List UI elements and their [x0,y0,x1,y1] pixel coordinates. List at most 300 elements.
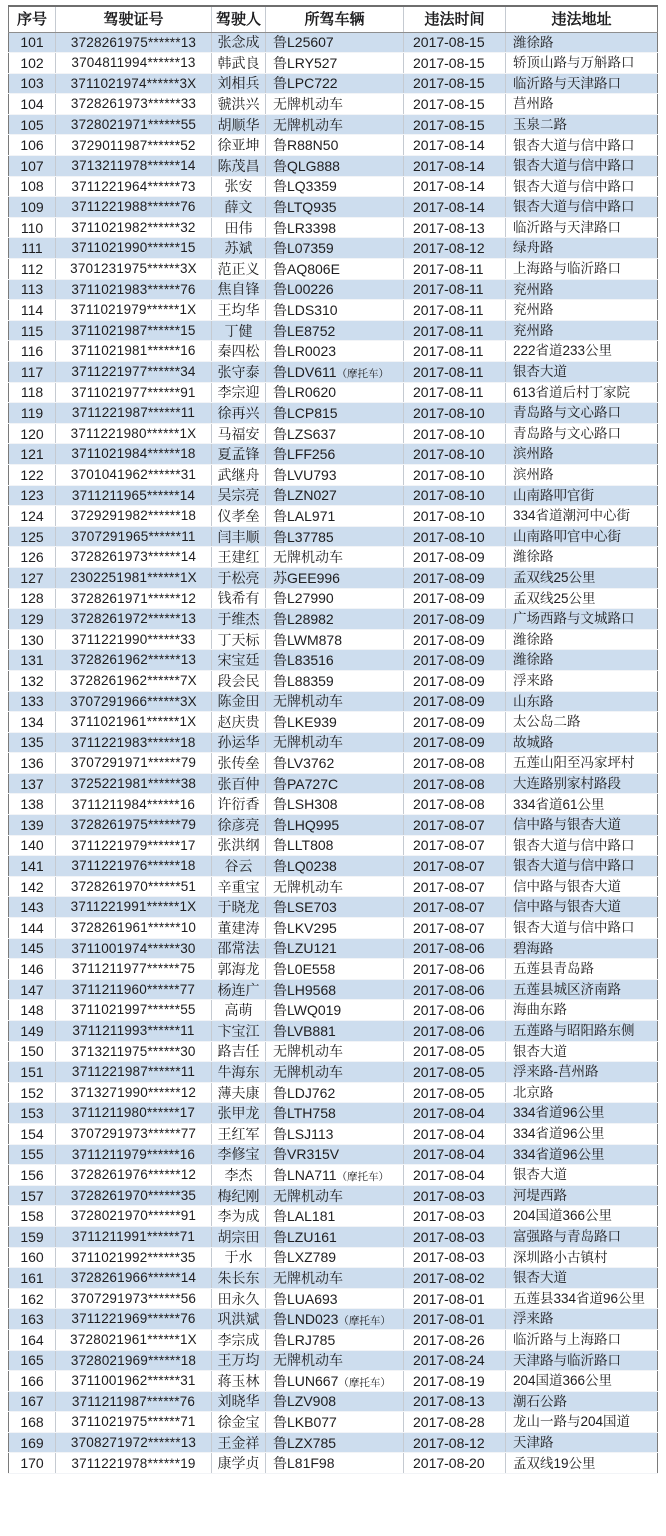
cell-date: 2017-08-11 [404,382,506,403]
table-row [9,279,658,300]
cell-index: 136 [9,753,56,774]
cell-index: 113 [9,279,56,300]
cell-driver: 朱长东 [212,1268,266,1289]
cell-address: 临沂路与天津路口 [506,73,658,94]
cell-vehicle: 鲁LXZ789 [266,1247,404,1268]
cell-vehicle: 鲁LQ0238 [266,856,404,877]
header-license: 驾驶证号 [56,6,212,32]
cell-address: 334省道96公里 [506,1103,658,1124]
cell-license: 3728021970******91 [56,1206,212,1227]
cell-license: 3707291973******56 [56,1288,212,1309]
cell-index: 114 [9,300,56,321]
cell-date: 2017-08-08 [404,794,506,815]
cell-driver: 徐再兴 [212,403,266,424]
table-row [9,835,658,856]
cell-address: 信中路与银杏大道 [506,815,658,836]
table-row [9,135,658,156]
cell-vehicle: 鲁L37785 [266,526,404,547]
cell-date: 2017-08-03 [404,1206,506,1227]
cell-driver: 李杰 [212,1165,266,1186]
cell-date: 2017-08-15 [404,53,506,74]
cell-index: 121 [9,444,56,465]
cell-license: 3701041962******31 [56,464,212,485]
cell-date: 2017-08-11 [404,279,506,300]
table-row [9,1350,658,1371]
cell-license: 3711221977******34 [56,362,212,383]
cell-driver: 陈茂昌 [212,156,266,177]
cell-index: 161 [9,1268,56,1289]
cell-date: 2017-08-07 [404,835,506,856]
cell-license: 3707291973******77 [56,1123,212,1144]
cell-address: 龙山一路与204国道 [506,1412,658,1433]
cell-index: 108 [9,176,56,197]
cell-index: 153 [9,1103,56,1124]
cell-vehicle: 鲁LSJ113 [266,1123,404,1144]
cell-driver: 王均华 [212,300,266,321]
cell-driver: 李为成 [212,1206,266,1227]
cell-vehicle: 鲁LR3398 [266,217,404,238]
cell-index: 144 [9,918,56,939]
cell-date: 2017-08-06 [404,959,506,980]
cell-address: 204国道366公里 [506,1206,658,1227]
cell-vehicle: 鲁LRY527 [266,53,404,74]
cell-date: 2017-08-10 [404,526,506,547]
cell-address: 莒州路 [506,94,658,115]
cell-license: 3711021981******16 [56,341,212,362]
cell-driver: 田永久 [212,1288,266,1309]
cell-index: 117 [9,362,56,383]
table-row [9,1432,658,1453]
cell-vehicle: 无牌机动车 [266,1185,404,1206]
cell-driver: 吴宗亮 [212,485,266,506]
cell-address: 山东路 [506,691,658,712]
cell-index: 167 [9,1391,56,1412]
cell-address: 海曲东路 [506,1000,658,1021]
cell-index: 127 [9,567,56,588]
cell-date: 2017-08-09 [404,609,506,630]
cell-vehicle: 鲁LDS310 [266,300,404,321]
cell-license: 3711211984******16 [56,794,212,815]
table-row [9,1103,658,1124]
table-row [9,1041,658,1062]
table-row [9,815,658,836]
cell-address: 五莲县青岛路 [506,959,658,980]
cell-index: 138 [9,794,56,815]
table-row [9,114,658,135]
cell-address: 深圳路小古镇村 [506,1247,658,1268]
cell-address: 银杏大道与信中路口 [506,156,658,177]
cell-license: 3711211960******77 [56,979,212,1000]
cell-vehicle: 鲁LNA711（摩托车） [266,1165,404,1186]
cell-license: 3711221991******1X [56,897,212,918]
cell-vehicle: 鲁VR315V [266,1144,404,1165]
cell-date: 2017-08-12 [404,1432,506,1453]
cell-driver: 张守泰 [212,362,266,383]
cell-address: 广场西路与文城路口 [506,609,658,630]
cell-address: 银杏大道 [506,1268,658,1289]
cell-vehicle: 鲁LAL971 [266,506,404,527]
table-row [9,156,658,177]
cell-date: 2017-08-14 [404,156,506,177]
cell-address: 兖州路 [506,300,658,321]
cell-address: 潍徐路 [506,650,658,671]
cell-date: 2017-08-09 [404,567,506,588]
cell-vehicle: 鲁LUN667（摩托车） [266,1371,404,1392]
cell-index: 140 [9,835,56,856]
cell-vehicle: 鲁LE8752 [266,320,404,341]
cell-address: 兖州路 [506,320,658,341]
cell-address: 浮来路 [506,1309,658,1330]
cell-vehicle: 鲁LSH308 [266,794,404,815]
cell-address: 204国道366公里 [506,1371,658,1392]
cell-date: 2017-08-15 [404,114,506,135]
cell-date: 2017-08-13 [404,1391,506,1412]
cell-index: 165 [9,1350,56,1371]
cell-index: 139 [9,815,56,836]
cell-vehicle: 鲁LV3762 [266,753,404,774]
header-index: 序号 [9,6,56,32]
cell-address: 天津路与临沂路口 [506,1350,658,1371]
cell-license: 3728261975******13 [56,32,212,53]
cell-license: 3711021982******32 [56,217,212,238]
cell-license: 3711211965******14 [56,485,212,506]
cell-index: 133 [9,691,56,712]
cell-license: 3728261962******13 [56,650,212,671]
cell-date: 2017-08-11 [404,300,506,321]
cell-driver: 张百仲 [212,773,266,794]
table-row [9,691,658,712]
cell-vehicle: 鲁LZS637 [266,423,404,444]
cell-driver: 徐亚坤 [212,135,266,156]
cell-index: 122 [9,464,56,485]
cell-date: 2017-08-04 [404,1103,506,1124]
header-driver: 驾驶人 [212,6,266,32]
cell-address: 滨州路 [506,464,658,485]
cell-vehicle: 鲁LTH758 [266,1103,404,1124]
cell-vehicle: 鲁LZU121 [266,938,404,959]
cell-vehicle: 鲁L0E558 [266,959,404,980]
header-address: 违法地址 [506,6,658,32]
cell-index: 163 [9,1309,56,1330]
cell-vehicle: 鲁LZN027 [266,485,404,506]
cell-index: 111 [9,238,56,259]
cell-driver: 路吉任 [212,1041,266,1062]
cell-driver: 段会民 [212,670,266,691]
cell-address: 富强路与青岛路口 [506,1226,658,1247]
cell-vehicle: 鲁LKB077 [266,1412,404,1433]
cell-vehicle: 鲁L27990 [266,588,404,609]
cell-address: 碧海路 [506,938,658,959]
cell-driver: 董建涛 [212,918,266,939]
cell-vehicle: 鲁LCP815 [266,403,404,424]
table-row [9,1309,658,1330]
cell-date: 2017-08-14 [404,135,506,156]
cell-date: 2017-08-11 [404,259,506,280]
cell-vehicle: 鲁LFF256 [266,444,404,465]
cell-date: 2017-08-07 [404,918,506,939]
cell-license: 3711221983******18 [56,732,212,753]
cell-vehicle: 无牌机动车 [266,691,404,712]
cell-index: 150 [9,1041,56,1062]
cell-address: 银杏大道 [506,1165,658,1186]
cell-address: 银杏大道与信中路口 [506,135,658,156]
cell-index: 166 [9,1371,56,1392]
cell-index: 104 [9,94,56,115]
table-row [9,1206,658,1227]
cell-index: 119 [9,403,56,424]
cell-index: 126 [9,547,56,568]
cell-license: 3711211977******75 [56,959,212,980]
cell-license: 3711021979******1X [56,300,212,321]
cell-vehicle: 鲁LVB881 [266,1021,404,1042]
cell-license: 3728261972******13 [56,609,212,630]
cell-index: 146 [9,959,56,980]
cell-date: 2017-08-09 [404,629,506,650]
cell-address: 河堤西路 [506,1185,658,1206]
cell-index: 169 [9,1432,56,1453]
cell-driver: 范正义 [212,259,266,280]
cell-index: 158 [9,1206,56,1227]
cell-index: 151 [9,1062,56,1083]
cell-license: 3711221976******18 [56,856,212,877]
cell-license: 3728021971******55 [56,114,212,135]
cell-driver: 张念成 [212,32,266,53]
cell-vehicle: 苏GEE996 [266,567,404,588]
cell-address: 孟双线25公里 [506,588,658,609]
table-row [9,197,658,218]
cell-index: 132 [9,670,56,691]
cell-address: 兖州路 [506,279,658,300]
cell-index: 154 [9,1123,56,1144]
table-row [9,1453,658,1474]
table-row [9,259,658,280]
cell-driver: 辛重宝 [212,876,266,897]
cell-date: 2017-08-14 [404,176,506,197]
cell-license: 3711021975******71 [56,1412,212,1433]
cell-vehicle: 鲁PA727C [266,773,404,794]
cell-driver: 武继舟 [212,464,266,485]
table-row [9,1123,658,1144]
cell-vehicle: 鲁LWQ019 [266,1000,404,1021]
table-row [9,650,658,671]
cell-address: 潮石公路 [506,1391,658,1412]
table-row [9,1268,658,1289]
cell-driver: 苏斌 [212,238,266,259]
cell-address: 334省道96公里 [506,1144,658,1165]
cell-date: 2017-08-01 [404,1288,506,1309]
cell-driver: 谷云 [212,856,266,877]
cell-date: 2017-08-11 [404,341,506,362]
cell-license: 3728261970******51 [56,876,212,897]
table-row [9,547,658,568]
cell-driver: 张甲龙 [212,1103,266,1124]
cell-vehicle: 鲁LWM878 [266,629,404,650]
cell-license: 3729011987******52 [56,135,212,156]
cell-driver: 韩武良 [212,53,266,74]
cell-driver: 薄夫康 [212,1082,266,1103]
cell-license: 3728261970******35 [56,1185,212,1206]
cell-license: 3713271990******12 [56,1082,212,1103]
cell-address: 五莲县城区济南路 [506,979,658,1000]
cell-driver: 田伟 [212,217,266,238]
cell-date: 2017-08-20 [404,1453,506,1474]
cell-license: 2302251981******1X [56,567,212,588]
cell-date: 2017-08-03 [404,1226,506,1247]
cell-license: 3711221979******17 [56,835,212,856]
cell-driver: 刘晓华 [212,1391,266,1412]
cell-vehicle: 鲁LZV908 [266,1391,404,1412]
cell-date: 2017-08-05 [404,1062,506,1083]
table-row [9,485,658,506]
cell-license: 3707291971******79 [56,753,212,774]
cell-driver: 刘相兵 [212,73,266,94]
cell-license: 3711021992******35 [56,1247,212,1268]
table-row [9,176,658,197]
table-row [9,856,658,877]
cell-date: 2017-08-05 [404,1041,506,1062]
cell-index: 103 [9,73,56,94]
cell-vehicle: 无牌机动车 [266,732,404,753]
cell-date: 2017-08-09 [404,588,506,609]
cell-vehicle: 无牌机动车 [266,114,404,135]
cell-driver: 薛文 [212,197,266,218]
cell-address: 信中路与银杏大道 [506,876,658,897]
cell-date: 2017-08-07 [404,856,506,877]
cell-index: 123 [9,485,56,506]
cell-license: 3711021974******3X [56,73,212,94]
vehicle-type-note: （摩托车） [338,1314,391,1327]
cell-driver: 胡宗田 [212,1226,266,1247]
cell-address: 潍徐路 [506,547,658,568]
cell-license: 3713211975******30 [56,1041,212,1062]
table-row [9,1329,658,1350]
violation-table-body [9,32,658,1474]
cell-index: 143 [9,897,56,918]
cell-date: 2017-08-26 [404,1329,506,1350]
cell-address: 青岛路与文心路口 [506,423,658,444]
table-row [9,938,658,959]
cell-license: 3711001962******31 [56,1371,212,1392]
table-row [9,712,658,733]
cell-driver: 张洪纲 [212,835,266,856]
table-row [9,444,658,465]
table-row [9,567,658,588]
cell-address: 银杏大道与信中路口 [506,197,658,218]
cell-index: 159 [9,1226,56,1247]
cell-index: 160 [9,1247,56,1268]
cell-license: 3728261973******33 [56,94,212,115]
cell-driver: 卞宝江 [212,1021,266,1042]
cell-vehicle: 鲁L00226 [266,279,404,300]
cell-license: 3711021997******55 [56,1000,212,1021]
cell-license: 3707291966******3X [56,691,212,712]
cell-date: 2017-08-06 [404,938,506,959]
cell-vehicle: 鲁L07359 [266,238,404,259]
cell-driver: 康学贞 [212,1453,266,1474]
table-row [9,464,658,485]
cell-date: 2017-08-09 [404,650,506,671]
cell-index: 112 [9,259,56,280]
cell-address: 五莲山阳至冯家坪村 [506,753,658,774]
cell-driver: 王金祥 [212,1432,266,1453]
cell-driver: 于松亮 [212,567,266,588]
cell-index: 101 [9,32,56,53]
table-row [9,1288,658,1309]
cell-driver: 许衍香 [212,794,266,815]
cell-date: 2017-08-07 [404,815,506,836]
table-row [9,382,658,403]
table-row [9,423,658,444]
cell-index: 162 [9,1288,56,1309]
cell-driver: 徐彦亮 [212,815,266,836]
cell-license: 3711221987******11 [56,1062,212,1083]
cell-date: 2017-08-11 [404,320,506,341]
cell-address: 大连路别家村路段 [506,773,658,794]
cell-vehicle: 鲁LZU161 [266,1226,404,1247]
cell-index: 125 [9,526,56,547]
cell-address: 银杏大道与信中路口 [506,856,658,877]
cell-index: 147 [9,979,56,1000]
cell-vehicle: 无牌机动车 [266,94,404,115]
cell-vehicle: 鲁LH9568 [266,979,404,1000]
cell-license: 3711221990******33 [56,629,212,650]
cell-address: 334省道61公里 [506,794,658,815]
cell-license: 3725221981******38 [56,773,212,794]
cell-vehicle: 鲁LDJ762 [266,1082,404,1103]
cell-date: 2017-08-01 [404,1309,506,1330]
cell-vehicle: 鲁L83516 [266,650,404,671]
cell-vehicle: 鲁LSE703 [266,897,404,918]
cell-vehicle: 无牌机动车 [266,876,404,897]
cell-address: 613省道后村丁家院 [506,382,658,403]
cell-address: 潍徐路 [506,629,658,650]
cell-date: 2017-08-19 [404,1371,506,1392]
table-row [9,300,658,321]
cell-address: 银杏大道与信中路口 [506,835,658,856]
cell-address: 青岛路与文心路口 [506,403,658,424]
table-row [9,1021,658,1042]
cell-driver: 丁健 [212,320,266,341]
cell-driver: 张安 [212,176,266,197]
cell-date: 2017-08-10 [404,506,506,527]
cell-address: 银杏大道 [506,1041,658,1062]
cell-vehicle: 鲁L88359 [266,670,404,691]
cell-date: 2017-08-05 [404,1082,506,1103]
cell-vehicle: 鲁LKV295 [266,918,404,939]
cell-address: 天津路 [506,1432,658,1453]
cell-address: 222省道233公里 [506,341,658,362]
table-row [9,403,658,424]
cell-license: 3728261976******12 [56,1165,212,1186]
table-header-row [9,6,658,32]
cell-date: 2017-08-04 [404,1144,506,1165]
cell-driver: 仪孝垒 [212,506,266,527]
cell-index: 106 [9,135,56,156]
cell-address: 临沂路与上海路口 [506,1329,658,1350]
cell-driver: 于水 [212,1247,266,1268]
cell-address: 银杏大道与信中路口 [506,918,658,939]
table-row [9,876,658,897]
cell-vehicle: 鲁LZX785 [266,1432,404,1453]
cell-date: 2017-08-07 [404,876,506,897]
cell-address: 临沂路与天津路口 [506,217,658,238]
cell-driver: 蒋玉林 [212,1371,266,1392]
cell-driver: 焦自锋 [212,279,266,300]
table-row [9,73,658,94]
cell-vehicle: 无牌机动车 [266,1062,404,1083]
cell-driver: 赵庆贵 [212,712,266,733]
cell-driver: 夏孟锋 [212,444,266,465]
